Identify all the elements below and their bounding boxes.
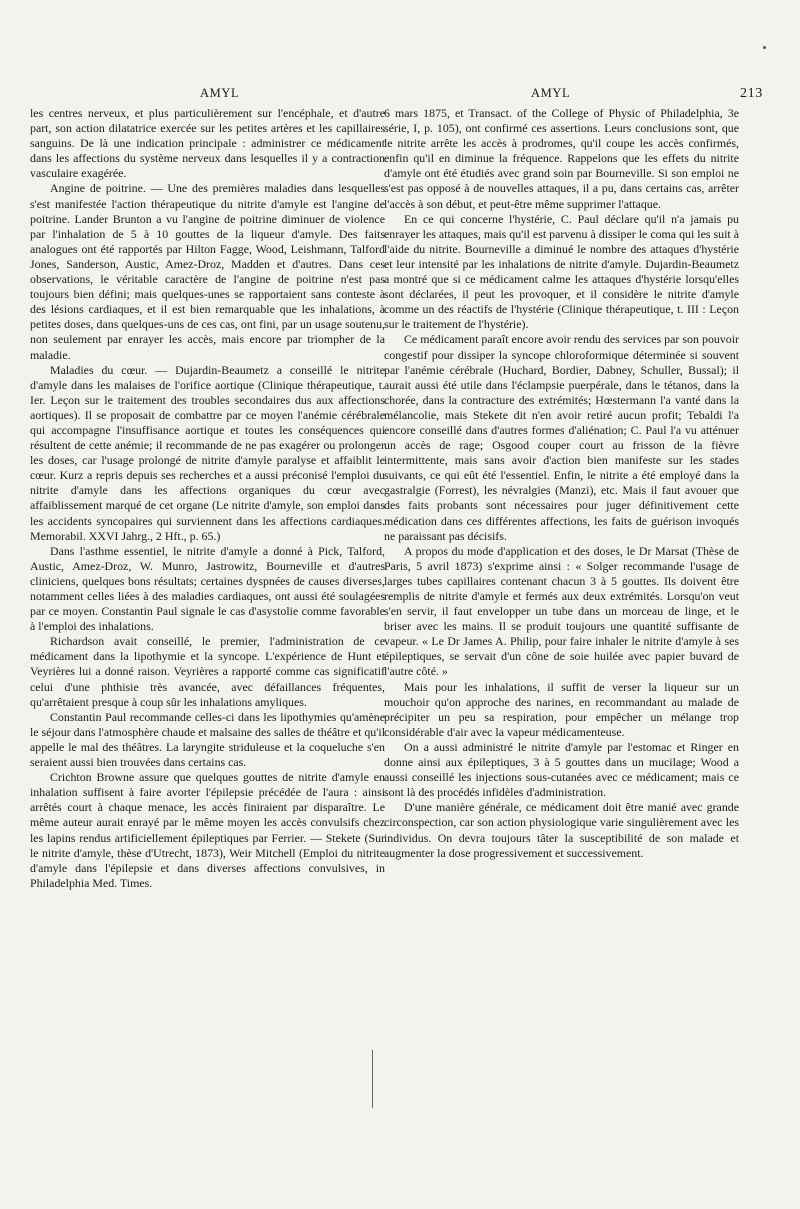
paragraph: Angine de poitrine. — Une des premières maladies dans lesquelles s'est manifestée l'action thérapeutique du nitrite d'amyle est l'angine de poitrine. Lander Brunton a vu l'angine de poitrine diminuer de violence par l'inhalation de 5 à 10 gouttes de la liqueur d'amyle. Des faits analogues ont été rapportés par Hilton Fagge, Wood, Leishmann, Talford Jones, Sanderson, Austic, Amez-Droz, Madden et d'autres. Dans ces observations, le véritable caractère de l'angine de poitrine n'est pas toujours bien défini; mais quelques-unes se rapportaient sans conteste à des lésions cardiaques, et il est bien remarquable que les inhalations, à petites doses, dans quelques-uns de ces cas, ont fini, par un usage soutenu, non seulement par enrayer les accès, mais encore par triompher de la maladie.	[30, 181, 385, 362]
paragraph: Richardson avait conseillé, le premier, l'administration de ce médicament dans la lipothymie et la syncope. L'expérience de Hunt et Veyrières lui a donné raison. Veyrières a rapporté comme cas significatif celui d'une phthisie très avancée, avec défaillances fréquentes, qu'arrêtaient presque à coup sûr les inhalations amyliques.	[30, 634, 385, 709]
paragraph: En ce qui concerne l'hystérie, C. Paul déclare qu'il n'a jamais pu enrayer les attaques, mais qu'il est parvenu à dissiper le coma qui les suit à l'aide du nitrite. Bourneville a diminué le nombre des attaques d'hystérie et leur intensité par les inhalations de nitrite d'amyle. Dujardin-Beaumetz a montré que si ce médicament calme les attaques d'hystérie lorsqu'elles sont déclarées, il peut les provoquer, et il considère le nitrite d'amyle comme un des réactifs de l'hystérie (Clinique thérapeutique, t. III : Leçon sur le traitement de l'hystérie).	[384, 211, 739, 332]
paragraph: Ce médicament paraît encore avoir rendu des services par son pouvoir congestif pour dissiper la syncope chloroformique déterminée si souvent par l'anémie cérébrale (Huchard, Bordier, Dabney, Schuller, Bussal); il aurait aussi été utile dans l'éclampsie puerpérale, dans le tétanos, dans la chorée, dans la contracture des extrémités; Hœstermann l'a vanté dans la mélancolie, mais Stekete dit n'en avoir retiré aucun profit; Tebaldi l'a encore conseillé dans d'autres formes d'aliénation; C. Paul l'a vu atténuer un accès de rage; Osgood couper court au frisson de la fièvre intermittente, mais sans avoir d'action bien manifeste sur les stades suivants, ce qui eût été l'essentiel. Enfin, le nitrite a été employé dans la gastralgie (Forrest), les névralgies (Manzi), etc. Mais il faut avouer que des faits probants sont nécessaires pour juger définitivement cette médication dans ces différentes affections, les faits de guérison invoqués ne paraissant pas décisifs.	[384, 332, 739, 543]
ink-speck	[763, 46, 766, 49]
column-divider	[372, 1050, 373, 1108]
paragraph: 6 mars 1875, et Transact. of the College of Physic of Philadelphia, 3e série, I, p. 105), ont confirmé ces assertions. Leurs conclusions sont, que le nitrite arrête les accès à prodromes, qu'il coupe les accès confirmés, enfin qu'il en diminue la fréquence. Rappelons que les effets du nitrite d'amyle ont été étudiés avec grand soin par Bourneville. Si son emploi ne s'est pas opposé à de nouvelles attaques, il a pu, dans certains cas, arrêter l'accès à son début, et peut-être même supprimer l'attaque.	[384, 106, 739, 211]
paragraph: les centres nerveux, et plus particulièrement sur l'encéphale, et d'autre part, son action dilatatrice exercée sur les petites artères et les capillaires sanguins. De là une indication principale : administrer ce médicament dans les affections du système nerveux dans lesquelles il y a contraction vasculaire exagérée.	[30, 106, 385, 181]
running-head-center: AMYL	[531, 86, 571, 100]
paragraph: On a aussi administré le nitrite d'amyle par l'estomac et Ringer en donne ainsi aux épileptiques, 3 à 5 gouttes dans un mucilage; Wood a aussi conseillé les injections sous-cutanées avec ce médicament; mais ce sont là des procédés infidèles d'administration.	[384, 739, 739, 800]
paragraph: Maladies du cœur. — Dujardin-Beaumetz a conseillé le nitrite d'amyle dans les malaises de l'orifice aortique (Clinique thérapeutique, t. Ier. Leçon sur le traitement des troubles secondaires dus aux affections aortiques). Il se proposait de combattre par ce moyen l'anémie cérébrale qui accompagne l'insuffisance aortique et toutes les conséquences qui résultent de cette anémie; il recommande de ne pas exagérer ou prolonger les doses, car l'usage prolongé de nitrite d'amyle paralyse et affaiblit le cœur. Kurz a repris depuis ses recherches et a aussi préconisé l'emploi du nitrite d'amyle dans les affections organiques du cœur avec affaiblissement marqué de cet organe (Le nitrite d'amyle, son emploi dans les accidents syncopaires qui surviennent dans les affections cardiaques. Memorabil. XXVI Jahrg., 2 Hft., p. 65.)	[30, 362, 385, 543]
paragraph: Constantin Paul recommande celles-ci dans les lipothymies qu'amène le séjour dans l'atmosphère chaude et malsaine des salles de théâtre et qu'il appelle le mal des théâtres. La laryngite striduleuse et la coqueluche s'en seraient aussi bien trouvées dans certains cas.	[30, 709, 385, 770]
left-column	[30, 106, 385, 891]
paragraph: Mais pour les inhalations, il suffit de verser la liqueur sur un mouchoir qu'on approche des narines, en recommandant au malade de précipiter un peu sa respiration, pour empêcher un mélange trop considérable d'air avec la vapeur médicamenteuse.	[384, 679, 739, 739]
paragraph: Dans l'asthme essentiel, le nitrite d'amyle a donné à Pick, Talford, Austic, Amez-Droz, W. Munro, Jastrowitz, Bourneville et d'autres cliniciens, quelques bons résultats; certaines dyspnées de causes diverses, notamment celles liées à des maladies cardiaques, ont aussi été soulagées par ce moyen. Constantin Paul signale le cas d'asystolie comme favorable à l'emploi des inhalations.	[30, 543, 385, 634]
paragraph: Crichton Browne assure que quelques gouttes de nitrite d'amyle en inhalation suffisent à faire avorter l'épilepsie précédée de l'aura : ainsi arrêtés court à chaque menace, les accès finiraient par disparaître. Le même auteur aurait enrayé par le même moyen les accès convulsifs chez les lapins rendus artificiellement épileptiques par Ferrier. — Stekete (Sur le nitrite d'amyle, thèse d'Utrecht, 1873), Weir Mitchell (Emploi du nitrite d'amyle dans l'épilepsie et dans diverses affections convulsives, in Philadelphia Med. Times.	[30, 770, 385, 890]
page-number: 213	[740, 86, 763, 101]
paragraph: A propos du mode d'application et des doses, le Dr Marsat (Thèse de Paris, 5 avril 1873) s'exprime ainsi : « Solger recommande l'usage de larges tubes capillaires contenant chacun 3 à 5 gouttes. Ils doivent être remplis de nitrite d'amyle et fermés aux deux extrémités. Lorsqu'on veut s'en servir, il faut envelopper un tube dans un morceau de linge, et le briser avec les mains. Il se produit toujours une quantité suffisante de vapeur. « Le Dr James A. Philip, pour faire inhaler le nitrite d'amyle à ses épileptiques, se servait d'un cône de soie huilée avec papier buvard de l'autre côté. »	[384, 543, 739, 679]
right-column	[384, 106, 739, 861]
running-head-left: AMYL	[200, 86, 240, 100]
paragraph: D'une manière générale, ce médicament doit être manié avec grande circonspection, car son action physiologique varie singulièrement avec les individus. On devra toujours tâter la susceptibilité de son malade et augmenter la dose progressivement et successivement.	[384, 800, 739, 860]
